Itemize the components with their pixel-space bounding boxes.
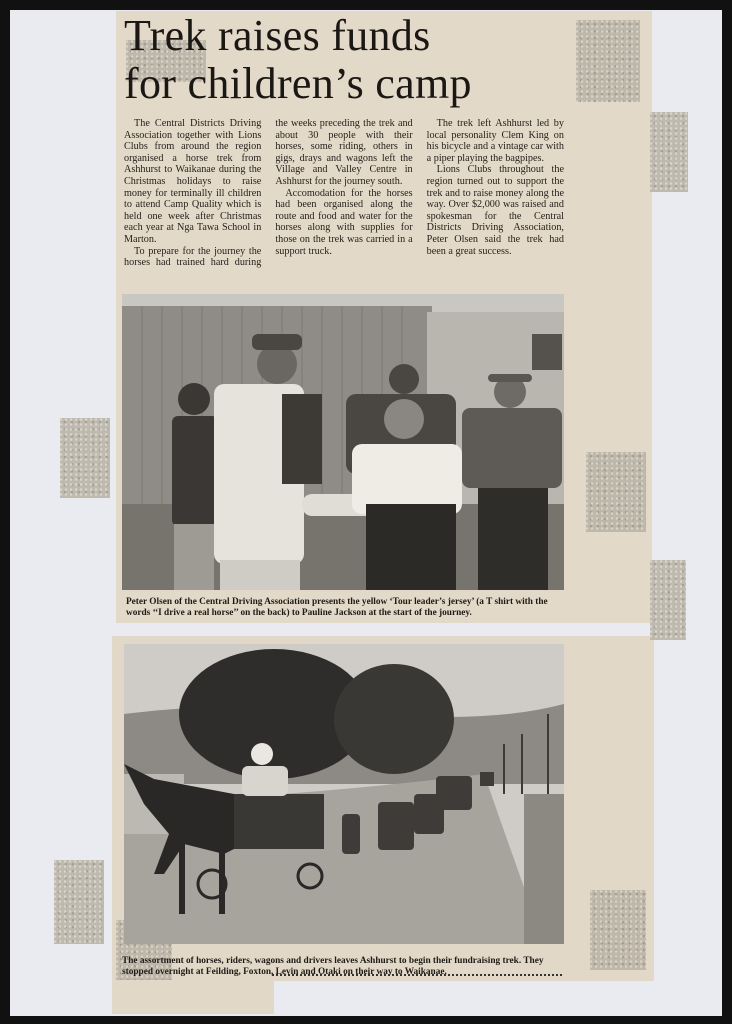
photo-jersey-presentation (122, 294, 564, 590)
headline-line-1: Trek raises funds (124, 11, 431, 60)
photo1-caption: Peter Olsen of the Central Driving Association presents the yellow ‘Tour leader’s jersey’ (a T shirt with the words ‘‘I drive a real horse’’ on the back) to Pauline Jackson at the start of the journey. (126, 597, 548, 618)
article-paragraph: To prepare for the journey the horses had trained hard during the weeks preceding the trek and about 30 people with their horses, some riding, others in gigs, drays and wagons left the Village and Valley Centre in Ashhurst for the journey south. (124, 118, 413, 269)
tape-bottom-right (590, 890, 646, 970)
tape-right-2 (586, 452, 646, 532)
article-body (124, 118, 564, 269)
article-paragraph: The trek left Ashhurst led by local personality Clem King on his bicycle and a vintage car with a piper playing the bagpipes. (426, 118, 564, 164)
tape-bottom-left (54, 860, 104, 944)
photo2-caption: The assortment of horses, riders, wagons and drivers leaves Ashhurst to begin their fundraising trek. They stopped overnight at Feilding, Foxton, Levin and Otaki on their way to Waikanae. (122, 956, 544, 977)
article-paragraph: The Central Districts Driving Association together with Lions Clubs from around the region organised a horse trek from Ashhurst to Waikanae during the Christmas holidays to raise money for terminally ill children to attend Camp Quality which is held one week after Christmas each year at Nga Tawa School in Marton. (124, 118, 262, 245)
photo-trek-departure (124, 644, 564, 944)
tape-right-1 (650, 112, 688, 192)
tape-right-3 (650, 560, 686, 640)
headline-line-2: for children’s camp (124, 59, 472, 108)
article-paragraph: Lions Clubs throughout the region turned out to support the trek and to raise money along the way. Over $2,000 was raised and spokesman for the Central Districts Driving Association, Peter Olsen said the trek had been a great success. (426, 164, 564, 257)
tape-left-mid (60, 418, 110, 498)
article-headline (124, 12, 644, 108)
article-paragraph: Accomodation for the horses had been organised along the route and food and water for the horses along with supplies for those on the trek was carried in a support truck. (275, 187, 413, 257)
caption-dotted-rule (272, 974, 562, 980)
